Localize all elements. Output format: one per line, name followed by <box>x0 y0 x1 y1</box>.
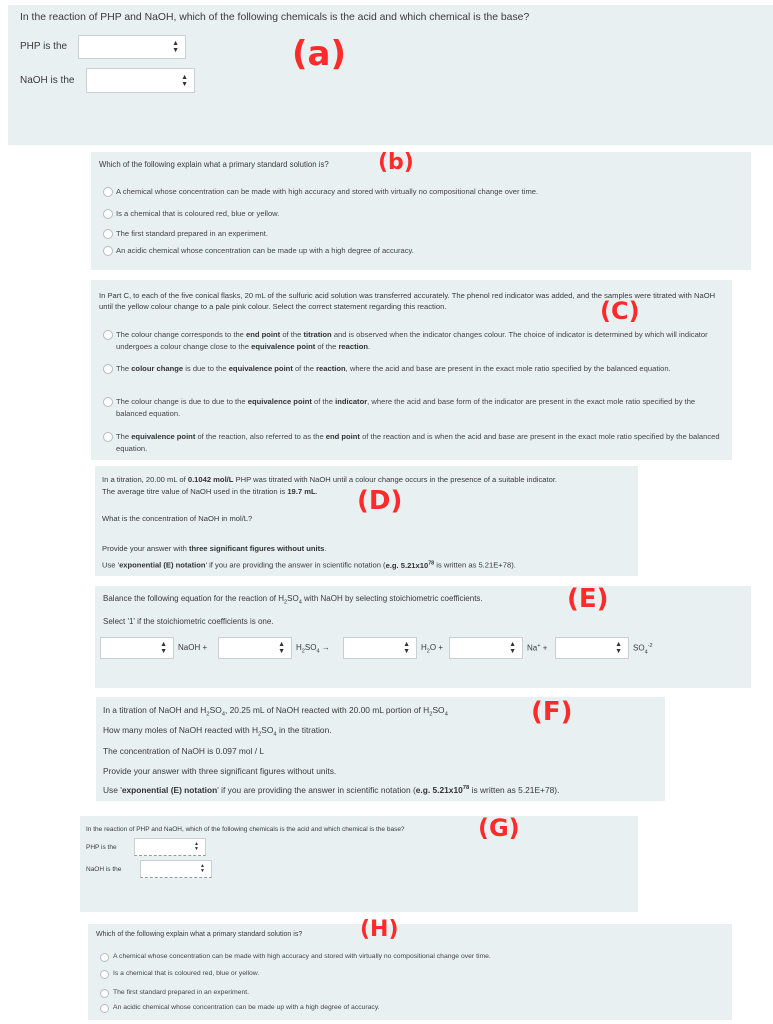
c-option-2-label: The colour change is due to the equivalence point of the reaction, where the acid and base are present in the exact mole ratio specified by the balanced equation. <box>116 364 671 373</box>
question-f-line5: Use 'exponential (E) notation' if you are providing the answer in scientific notation (e.g. $5.21x10^{78}$ is written as 5.21E+78). <box>103 785 560 795</box>
chevron-down-icon: ▲ ▼ <box>403 641 410 655</box>
h-option-4-label: An acidic chemical whose concentration can be made up with a high degree of accuracy. <box>113 1004 380 1011</box>
coefficient-select-so4[interactable] <box>555 637 629 659</box>
species-naoh: NaOH + <box>178 643 208 652</box>
chevron-down-icon: ▲ ▼ <box>278 641 285 655</box>
b-option-1-label: A chemical whose concentration can be made with high accuracy and stored with virtually no compositional change over time. <box>116 187 539 196</box>
b-option-2-radio[interactable] <box>103 209 113 219</box>
naoh-label: NaOH is the <box>20 75 75 86</box>
question-d-notation: Use 'exponential (E) notation' if you are providing the answer in scientific notation (e.g. $5.21x10^{78}$ is written as 5.21E+78). <box>102 560 516 570</box>
chevron-down-icon: ▲ ▼ <box>181 73 188 88</box>
chevron-down-icon: ▲ ▼ <box>615 641 622 655</box>
annotation-e: (E) <box>567 584 609 614</box>
coefficient-select-naoh[interactable] <box>100 637 174 659</box>
naoh-role-select[interactable] <box>86 68 195 93</box>
g-php-label: PHP is the <box>86 844 117 851</box>
c-option-4-radio[interactable] <box>103 432 113 442</box>
b-option-3-label: The first standard prepared in an experiment. <box>116 229 268 238</box>
question-e-line2: Select '1' if the stoichiometric coefficients is one. <box>103 617 274 626</box>
c-option-1-label: The colour change corresponds to the end point of the titration and is observed when the indicator changes colour. The choice of indicator is determined by which will indicator undergoes a colour change close to the equivalence point of the reaction. <box>116 330 708 351</box>
h-option-4-radio[interactable] <box>100 1004 109 1013</box>
question-h-text: Which of the following explain what a primary standard solution is? <box>96 931 303 938</box>
c-option-1-radio[interactable] <box>103 330 113 340</box>
question-f-line3: The concentration of NaOH is 0.097 mol / L <box>103 746 265 756</box>
species-so4: $SO_4^{-2}$ <box>633 643 653 656</box>
question-f-line1: In a titration of NaOH and $H_2SO_4$, 20.25 mL of NaOH reacted with 20.00 mL portion of $H_2SO_4$ <box>103 705 448 718</box>
coefficient-select-h2so4[interactable] <box>218 637 292 659</box>
chevron-down-icon: ▲ ▼ <box>509 641 516 655</box>
b-option-3-radio[interactable] <box>103 229 113 239</box>
h-option-3-label: The first standard prepared in an experiment. <box>113 989 250 996</box>
b-option-1-radio[interactable] <box>103 187 113 197</box>
php-label: PHP is the <box>20 41 68 52</box>
species-na: Na+ + <box>527 643 548 653</box>
chevron-down-icon: ▲ ▼ <box>172 40 179 54</box>
h-option-2-label: Is a chemical that is coloured red, blue or yellow. <box>113 970 260 977</box>
c-option-3-label: The colour change is due to due to the equivalence point of the indicator, where the acid and base form of the indicator are present in the exact mole ratio specified by the balanced equation. <box>116 397 696 418</box>
question-d-provide: Provide your answer with three significant figures without units. <box>102 544 327 553</box>
g-naoh-role-select[interactable] <box>140 860 212 878</box>
coefficient-select-h2o[interactable] <box>343 637 417 659</box>
question-e-line1: Balance the following equation for the reaction of $H_2SO_4$ with NaOH by selecting stoichiometric coefficients. <box>103 594 483 606</box>
annotation-g: (G) <box>478 814 520 842</box>
c-option-4-label: The equivalence point of the reaction, also referred to as the end point of the reaction and is when the acid and base are present in the exact mole ratio specified by the balanced equation. <box>116 432 720 453</box>
h-option-1-radio[interactable] <box>100 953 109 962</box>
annotation-b: (b) <box>378 150 414 175</box>
annotation-a: (a) <box>292 34 347 74</box>
question-f-line4: Provide your answer with three significant figures without units. <box>103 766 337 776</box>
b-option-4-radio[interactable] <box>103 246 113 256</box>
question-c-text: In Part C, to each of the five conical flasks, 20 mL of the sulfuric acid solution was transferred accurately. The phenol red indicator was added, and the samples were titrated with NaOH until the yellow colour change to a pale pink colour. Select the correct statement regarding this reaction. <box>99 291 716 311</box>
question-d-line1: In a titration, 20.00 mL of 0.1042 mol/L PHP was titrated with NaOH until a colour change occurs in the presence of a suitable indicator. <box>102 475 558 484</box>
question-g-text: In the reaction of PHP and NaOH, which of the following chemicals is the acid and which chemical is the base? <box>86 826 405 833</box>
annotation-d: (D) <box>357 486 403 516</box>
h-option-3-radio[interactable] <box>100 989 109 998</box>
species-h2so4: $H_2SO_4$ → <box>296 643 330 655</box>
question-f-line2: How many moles of NaOH reacted with $H_2SO_4$ in the titration. <box>103 725 332 738</box>
question-d-line2: The average titre value of NaOH used in the titration is 19.7 mL. <box>102 487 318 496</box>
php-role-select[interactable] <box>78 35 186 59</box>
question-d-ask: What is the concentration of NaOH in mol/L? <box>102 514 253 523</box>
c-option-3-radio[interactable] <box>103 397 113 407</box>
b-option-2-label: Is a chemical that is coloured red, blue or yellow. <box>116 209 280 218</box>
species-h2o: $H_2O$ + <box>421 643 444 655</box>
c-option-2-radio[interactable] <box>103 364 113 374</box>
chevron-down-icon: ▲ ▼ <box>160 641 167 655</box>
b-option-4-label: An acidic chemical whose concentration can be made up with a high degree of accuracy. <box>116 246 414 255</box>
annotation-c: (C) <box>600 297 640 325</box>
question-b-text: Which of the following explain what a primary standard solution is? <box>99 160 329 169</box>
g-php-role-select[interactable] <box>134 838 206 856</box>
coefficient-select-na[interactable] <box>449 637 523 659</box>
chevron-down-icon: ▲ ▼ <box>200 863 205 874</box>
chevron-down-icon: ▲ ▼ <box>194 841 199 852</box>
g-naoh-label: NaOH is the <box>86 866 122 873</box>
annotation-f: (F) <box>531 697 573 727</box>
h-option-2-radio[interactable] <box>100 970 109 979</box>
question-a-text: In the reaction of PHP and NaOH, which of the following chemicals is the acid and which chemical is the base? <box>20 12 530 23</box>
annotation-h: (H) <box>360 917 399 942</box>
h-option-1-label: A chemical whose concentration can be made with high accuracy and stored with virtually no compositional change over time. <box>113 953 491 960</box>
